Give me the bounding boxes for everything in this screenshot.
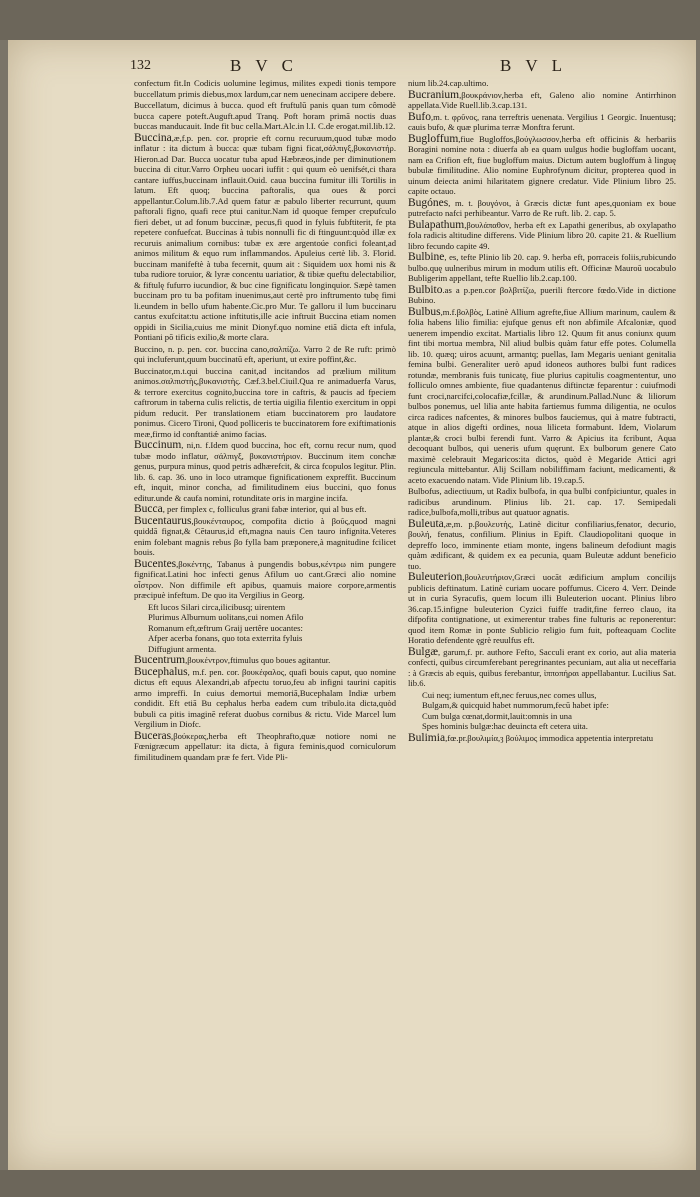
entry-headword: Buccinum [134, 439, 182, 451]
entry-headword: Bulapathum [408, 218, 465, 231]
entry-headword: Bulbine [408, 251, 445, 263]
entry-text: confectum fit.In Codicis uolumine legimus, milites expedi tionis tempore buccellatum primis diebus,mox lardum,car nem uenecinam accipere debere. [134, 78, 396, 99]
entry-headword: Bucranium [408, 88, 460, 101]
dictionary-entry [134, 667, 396, 730]
dictionary-entry [134, 100, 396, 132]
right-column [408, 78, 676, 744]
dictionary-entry [134, 516, 396, 558]
dictionary-entry [408, 198, 676, 219]
dictionary-entry [408, 134, 676, 197]
verse-line: Diffugiunt armenta. [148, 643, 217, 654]
entry-headword: Buceras [134, 729, 172, 742]
dictionary-entry [134, 559, 396, 601]
entry-text: , ni,n. f.Idem quod buccina, hoc eft, cornu recur num, quod tubæ modo inflatur, σάλπιγξ, βυκανιστήριον. Buccinum item conchæ genus, purpura minus, quod petris adhærefcit, & circa fcopulos legitur. Plin. lib. 6. cap. 36. uno in loco utramque fignificationem expreffit. Buccinum eft, inquit, minor concha, ad fimilitudinem eius buccini, quo fonus editur.unde & caufa nomini, rotunditate oris in margine incifa. [134, 440, 396, 503]
verse-line: Romanum eft,œftrum Graij uertêre uocantes: [148, 622, 303, 633]
entry-text: ,βουκέντρον,ftimulus quo boues agitantur. [185, 655, 331, 665]
dictionary-entry [408, 285, 676, 306]
dictionary-entry [408, 519, 676, 572]
entry-text: , es, tefte Plinio lib 20. cap. 9. herba eft, porraceis foliis,rubicundo bulbo.quę uulneribus mirum in modum utilis eft. Officinæ Mauroū uocabulo Bubligerim appellant, tefte Ruellio lib.2.cap.100. [408, 252, 676, 283]
entry-text: ,fœ.pr.βουλιμία,ȝ βούλιμος immodica appetentia interpretatu [445, 732, 654, 743]
entry-headword: Bucca [134, 503, 163, 515]
entry-text: ,βούκερας,herba eft Theophrafto,quæ notiore nomi ne Fœnigræcum appellatur: ita dicta, à figura feminis,quod corniculorum fimilitudinem quandam præ fe fert. Vide Pli- [134, 730, 396, 762]
dictionary-entry [408, 647, 676, 689]
verse-quote [134, 602, 396, 655]
verse-line: Cum bulga cœnat,dormit,lauit:omnis in una [422, 710, 572, 721]
entry-text: .as a p.pen.cor βολβιτίζω, puerili ftercore fœdo.Vide in dictione Bubino. [408, 284, 676, 305]
entry-headword: Bugónes [408, 196, 449, 209]
entry-text: ,βοκέντης, Tabanus à pungendis bobus,κέντρω nim pungere fignificat.Latini hoc infecti genus Afilum uo cant.Græci alio nomine οἶστρον. Non diffimile eft apibus, quamuis maiore corpore,armentis præcipuè infeftum. De quo ita Vergilius in Georg. [134, 558, 396, 600]
dictionary-entry [408, 252, 676, 284]
dictionary-entry [408, 486, 676, 518]
dictionary-entry [408, 572, 676, 646]
dictionary-entry [134, 655, 396, 666]
entry-text: , per fimplex c, folliculus grani fabæ interior, qui al bus eft. [162, 504, 367, 514]
entry-headword: Buleuta [408, 517, 444, 530]
entry-text: ,βουκράνιον,herba eft, Galeno alio nomine Antirrhinon appellata.Vide Ruell.lib.3.cap.131. [408, 89, 676, 110]
scan-top-strip [0, 0, 700, 40]
entry-text: ,m.f.βολβὸς, Latinè Allium agrefte,fiue Allium marinum, caulem & folia habens lilio fimilia: ejufque genus eft non abfimile Afcaloniæ, quod uenerem impendio excitat. Martialis libro 12. Quum fit anus coniunx quum fint tibi mortua membra, Nil aliud bulbis quàm fatur effe potes. Columella lib. 10. quæq; uiros acuunt, armantq; puellas, Iam Megaris ueniant genitalia femina bulbi. Generaliter uerò apud idoneos authores bulbi funt radices rotundæ, membranis fuis tunicatę, fiue plurius capitulis coagmententur, uno folliculo omnes ambiente, fiue quadantenus diftinctæ feparentur : cuiufmodi funt croci,narcifci,colocafiæ,fcillæ, & arundinum.Pallad.Nunc & liliorum bulbos ponemus, uel lilia ante habita fartiemus fumma diligentia, ne oculos circa radices nafcentes, & minores bulbos fauciemus, qui à matre fubtracti, atque in alios digefti ordines, noua liliceta formabunt. Idem, Violarum plantæ,& croci bulbi ferendi funt. Varro & Apicius ita fcribunt, Aqua decoquant bulbos, qui ueneris ufum quęrunt. Ex bulborum genere Cato maximè celebrauit Megaricos:ita dictos, quòd è Megaride Attici agri regiuncula mittebantur. Alij Scillam nobiliffimam faciunt, medicamenti, & aceto exacuendo natam. Vide Plinium lib. 19.cap.5. [408, 306, 676, 485]
left-column [134, 78, 396, 763]
dictionary-entry [134, 504, 396, 515]
dictionary-entry [408, 733, 676, 744]
entry-text: ,βουλάπαθον, herba eft ex Lapathi generibus, ab oxylapatho fola radicis altitudine differens. Vide Plinium libro 20. capite 21. & Ruellium libro fecundo capite 49. [408, 219, 676, 251]
entry-text: ,βουλευτήριον,Græci uocāt ædificium amplum concilijs publicis deftinatum. Latinè curiam uocare poffumus. Cicero 4. Verr. Deinde ut in curia Syracufis, quem locum illi Buleuterion uocant. Plinius libro 36.cap.15.infigne buleuterion Cyzici fuiffe tradit,fine ferreo clauo, ita difpofita contignatione, ut eximerentur trabes fine fulturis ac reponerentur: quod item Romæ in ponte Sublicio religio fum fuit, pofteaquam Coclite Horatio defendente ęgrè reuulfus eft. [408, 572, 676, 645]
entry-text: ,æ,m. p.βουλευτὴς, Latinè dicitur confiliarius,fenator, decurio, βουλή, fenatus, confilium. Plinius in Epift. Claudiopolitani quoque in depreffo loco, imminente etiam monte, ingens balineum defodiunt magis quàm ædificant, & quidem ex ea pecunia, quam Buleutæ addunt beneficio tuo. [408, 518, 676, 571]
entry-headword: Bucephalus [134, 665, 188, 678]
entry-headword: Bufo [408, 110, 431, 123]
page-number: 132 [130, 58, 151, 73]
dictionary-entry [134, 366, 396, 440]
dictionary-entry [408, 78, 676, 89]
entry-text: Buccellatum, dicimus à bucca. quod eft fruftulū panis quan tum cômodè bucca capere poteft.Auguft.apud Tranq. Poft horam primā noctis duas buccas manducauit. Inde fit buc cella.Mart.Alc.in l.I. C.de erogat.mil.lib.12. [134, 100, 396, 131]
entry-headword: Bulgæ [408, 645, 439, 658]
dictionary-entry [134, 133, 396, 343]
scan-bottom-strip [0, 1170, 700, 1197]
verse-line: Cui neq; iumentum eft,nec feruus,nec comes ullus, [422, 689, 597, 700]
entry-headword: Bucentaurus [134, 514, 192, 527]
entry-headword: Buccina [134, 131, 172, 144]
entry-text: Bulbofus, adiectiuum, ut Radix bulbofa, in qua bulbi confpiciuntur, quales in radicibus arundinum. Plinius lib. 21. cap. 17. Semipedali radice,bulbofa,molli,tribus aut quatuor agnatis. [408, 486, 676, 517]
entry-text: Buccinator,m.t.qui buccina canit,ad incitandos ad prælium militum animos.σαλπιστὴς,βυκανιστὴς. Cæf.3.bel.Ciuil.Qua re animaduerfa Varus, & terrore exercitus cognito,buccina tore in caftris, & paucis ad fpeciem caftrorum in taberna culis relictis, de tertia uigilia filentio exercitum in oppi pidum reducit. Per translationem etiam buccinatorem pro laudatore ponimus. Cicero Tironi, Quod polliceris te buccinatorem fore exiftimationis meæ,firmo id conftantiǽ animo facias. [134, 365, 396, 439]
entry-text: Buccino, n. p. pen. cor. buccina cano,σαλπίζω. Varro 2 de Re ruft: primò qui incluferunt,quum buccinatū eft, aperiunt, ut exire poffint,&c. [134, 343, 396, 364]
entry-text: nium lib.24.cap.ultimo. [408, 78, 489, 88]
verse-line: Spes hominis bulgæ:hac deuincta eft cetera uita. [422, 721, 588, 731]
entry-text: , m.f. pen. cor. βουκέφαλος, quafi bouis caput, quo nomine dictus eft equus Alexandri,ab afpectu toruo,feu ab infigni taurini capitis armo impreffi. In cuius demortui memoriā,Bucephalam Indiæ urbem condidit. Eft etiā Bu cephalus herba eadem cum tribulo.ita dicta,quòd bubuli ca pitis imaginē referat duobus cornibus & rictu. Vide Marcel lum Vergilium in Diofc. [134, 666, 396, 729]
entry-headword: Bulbito [408, 283, 443, 296]
dictionary-entry [408, 307, 676, 486]
left-running-head: BVC [230, 56, 307, 75]
dictionary-entry [408, 112, 676, 133]
dictionary-entry [134, 731, 396, 763]
entry-headword: Bulbus [408, 305, 441, 318]
entry-text: ,æ,f.p. pen. cor. proprie eft cornu recuruum,quod tubæ modo inflatur : ita dictum à bucca: quæ tubam figni ficat,σάλπιγξ,βυκανιστήρ. Hieron.ad Dar. Bucca uocatur tuba apud Hæbræos,inde per diminutionem buccina di citur.Varro Orpheu uocari iuffit : qui quum eò uenifsét,ci thara cantare iuffus,buccinam inflauit.Ouid. caua buccina fumitur illi Tortilis in latum. Eft quoq; buccina paftoralis, qua oues & porci appellantur.Colum.lib.7.Ad quem fatur æ pabulo liberter recurrunt, quum paftorali figno, quafi rece ptui canitur.Nam id quoque femper crepufculo fieri debet, ut ad fonum buccinæ, pecus,fi quod in fyluis fubftiterit, fe pta repetere confuefcat. Buccinas à tubis nonnulli fic di ftinguunt:quòd illæ ex recuruis animalium cornibus: tubæ ex ære argentoúe confici foleant,ad animos militum & equo rum inflammandos. Apuleius certè lib. 3. Florid. buccinam manifeftè à tuba fecernit, quum ait : Siquidem uox homi nis & tuba rudiore toruior, & lyræ concentu uariatior, & tibiæ queftu delectabilior, & fiftulę fufurro iucundior, & buc cine fignificatu longinquior. Sæpè tamen buccinam pro tu ba pofitam inuenimus,aut certè pro inftrumento tubę fimi li.eundem in bello ufum habente.Cic.pro Mur. Te galloru il lum buccinaru cantus exufcitat:tu actione inftitutis,ille acie inftruit Buccina etiam nomen oppidi in Sicilia,cuius me minit Dionyf.quo nomine etiā dicta eft infula, Pontiani pō tificis exilio,& morte clara. [134, 132, 396, 342]
entry-text: ,fiue Bugloffos,βούγλωσσον,herba eft officinis & herbariis Boragini nomine nota : diuerfa ab ea quam uulgus hodie bugloffam uocant, nam ea Crifion eft, fiue bugloffum maius. Dictum autem bugloffum à linguę bubulæ fimilitudine. Alio nomine Euphrofynum dicitur, propterea quod in uinum deiecta animi hilaritatem gignere credatur. Vide Plinium libro 25. capite octauo. [408, 133, 676, 196]
entry-text: , garum,f. pr. authore Fefto, Sacculi erant ex corio, aut alia materia confecti, quibus circumferebant peregrinantes pecuniam, aut alia ut neceffaria : à Græcis ab equis, quibus ferebantur, ἱπποπήραι appellabantur. Lucilius Sat. lib.6. [408, 646, 676, 688]
entry-headword: Bugloffum [408, 132, 459, 145]
entry-headword: Bucentes [134, 557, 177, 570]
entry-text: ,βουκένταυρος, compofita dictio à βοῦς,quod magni quiddā fignat,& Cētaurus,id eft,magna nauis Cen tauro infignita.Veteres enim folebant magnis rebus βο fylla bam præponere,à magnitudine fcilicet bouis. [134, 515, 396, 557]
verse-line: Plurimus Alburnum uolitans,cui nomen Afilo [148, 612, 304, 622]
entry-text: , m. t. βουγόνοι, à Græcis dictæ funt apes,quoniam ex boue putrefacto nafci perhibeantur. Varro de Re ruft. lib. 2. cap. 5. [408, 197, 676, 218]
verse-line: Bulgam,& quicquid habet nummorum,fecū habet ipfe: [422, 700, 609, 710]
verse-quote [408, 690, 676, 732]
entry-headword: Bucentrum [134, 654, 186, 666]
verse-line: Eft lucos Silari circa,ilicibusq; uirentem [148, 601, 286, 612]
entry-headword: Bulimia [408, 731, 446, 744]
entry-text: ,m. t. φρῦνος, rana terreftris uenenata. Vergilius 1 Georgic. Inuentusq; cauis bufo, & quæ plurima terræ Monftra ferunt. [408, 111, 676, 132]
dictionary-entry [134, 344, 396, 365]
right-running-head: BVL [500, 56, 576, 75]
dictionary-entry [408, 90, 676, 111]
verse-line: Afper acerba fonans, quo tota exterrita fyluis [148, 633, 303, 643]
dictionary-entry [408, 220, 676, 252]
dictionary-entry [134, 78, 396, 99]
page-header [130, 56, 678, 78]
dictionary-entry [134, 440, 396, 503]
entry-headword: Buleuterion [408, 571, 463, 583]
